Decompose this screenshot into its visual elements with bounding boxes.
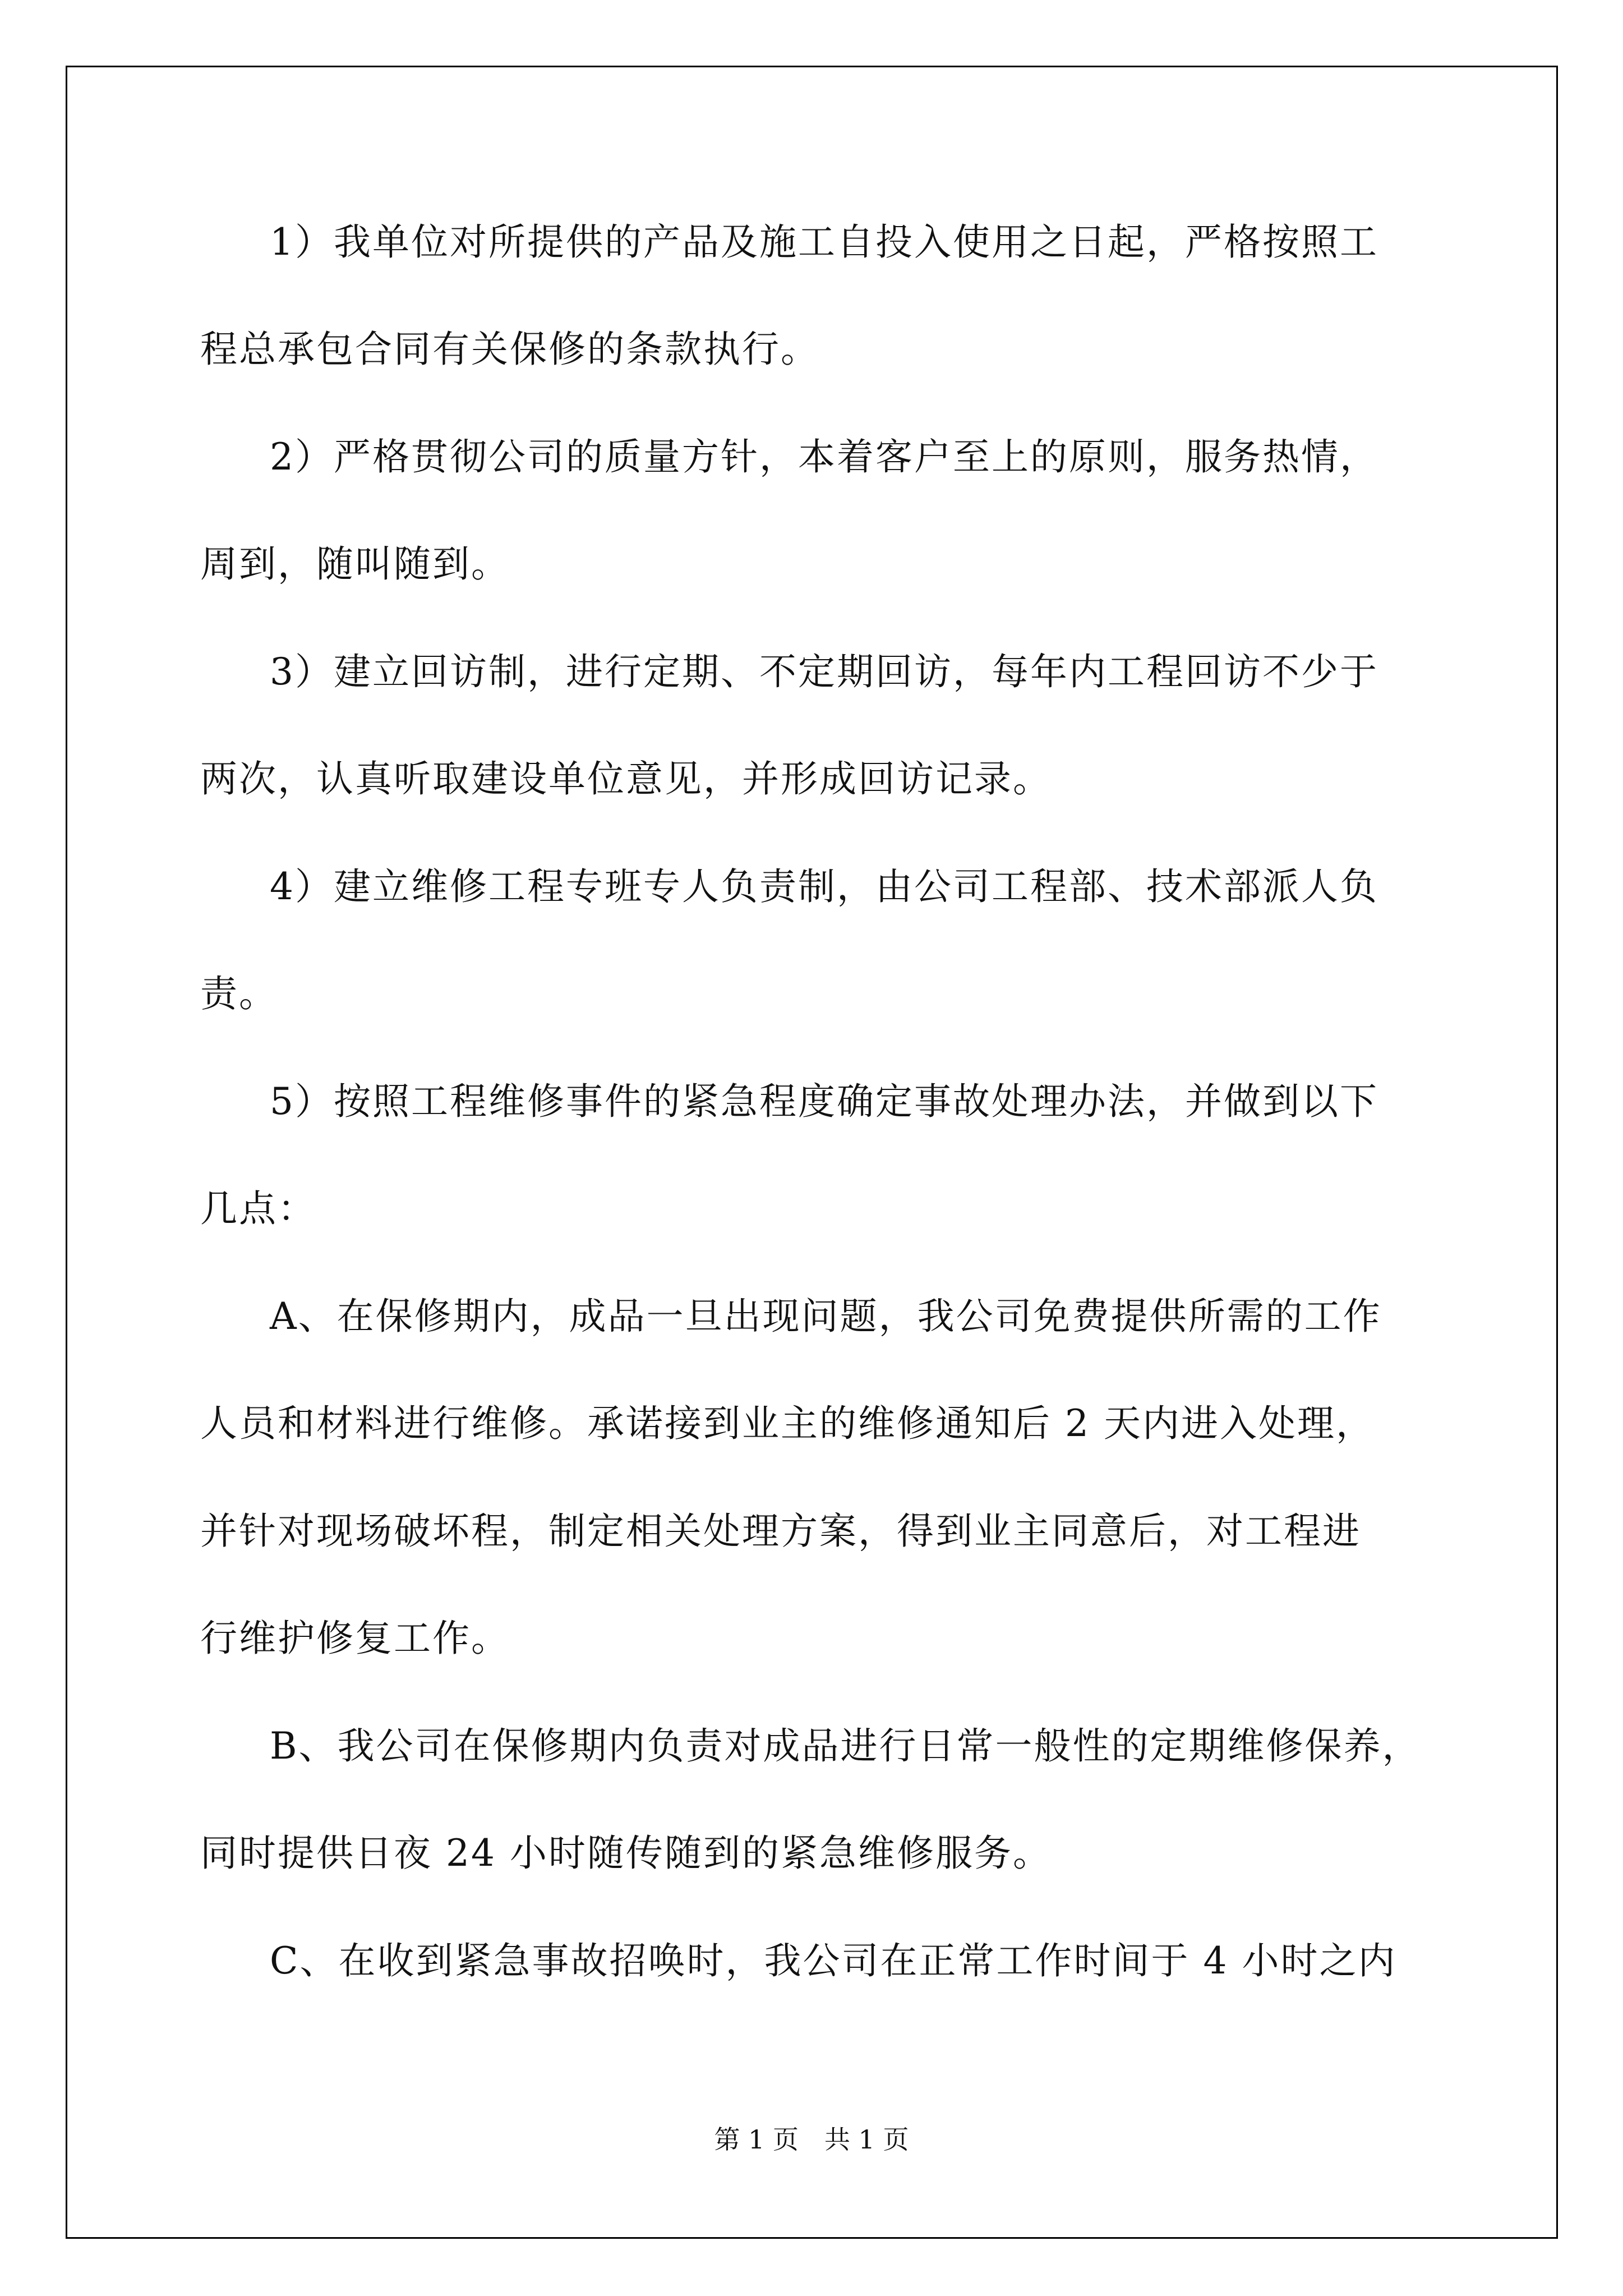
- paragraph-2-line-1: 2）严格贯彻公司的质量方针，本着客户至上的原则，服务热情，: [270, 435, 1378, 478]
- paragraph-a-line-2: 人员和材料进行维修。承诺接到业主的维修通知后 2 天内进入处理，: [200, 1402, 1375, 1445]
- paragraph-5-line-2: 几点：: [200, 1187, 316, 1230]
- paragraph-1-line-1: 1）我单位对所提供的产品及施工自投入使用之日起，严格按照工: [270, 220, 1378, 264]
- paragraph-a-line-4: 行维护修复工作。: [200, 1617, 510, 1660]
- paragraph-3-line-2: 两次，认真听取建设单位意见，并形成回访记录。: [200, 757, 1052, 800]
- paragraph-5-line-1: 5）按照工程维修事件的紧急程度确定事故处理办法，并做到以下: [270, 1080, 1378, 1123]
- paragraph-a-line-1: A、在保修期内，成品一旦出现问题，我公司免费提供所需的工作: [270, 1295, 1382, 1338]
- paragraph-4-line-1: 4）建立维修工程专班专人负责制，由公司工程部、技术部派人负: [270, 865, 1378, 908]
- paragraph-3-line-1: 3）建立回访制，进行定期、不定期回访，每年内工程回访不少于: [270, 650, 1378, 693]
- paragraph-4-line-2: 责。: [200, 972, 278, 1015]
- paragraph-c-line-1: C、在收到紧急事故招唤时，我公司在正常工作时间于 4 小时之内: [270, 1939, 1397, 1982]
- paragraph-1-line-2: 程总承包合同有关保修的条款执行。: [200, 328, 819, 371]
- paragraph-2-line-2: 周到，随叫随到。: [200, 542, 510, 586]
- paragraph-a-line-3: 并针对现场破坏程，制定相关处理方案，得到业主同意后，对工程进: [200, 1510, 1361, 1553]
- paragraph-b-line-2: 同时提供日夜 24 小时随传随到的紧急维修服务。: [200, 1832, 1052, 1875]
- paragraph-b-line-1: B、我公司在保修期内负责对成品进行日常一般性的定期维修保养，: [270, 1724, 1421, 1768]
- page-number-footer: 第 1 页 共 1 页: [714, 2124, 909, 2155]
- page-border: [66, 66, 1558, 2239]
